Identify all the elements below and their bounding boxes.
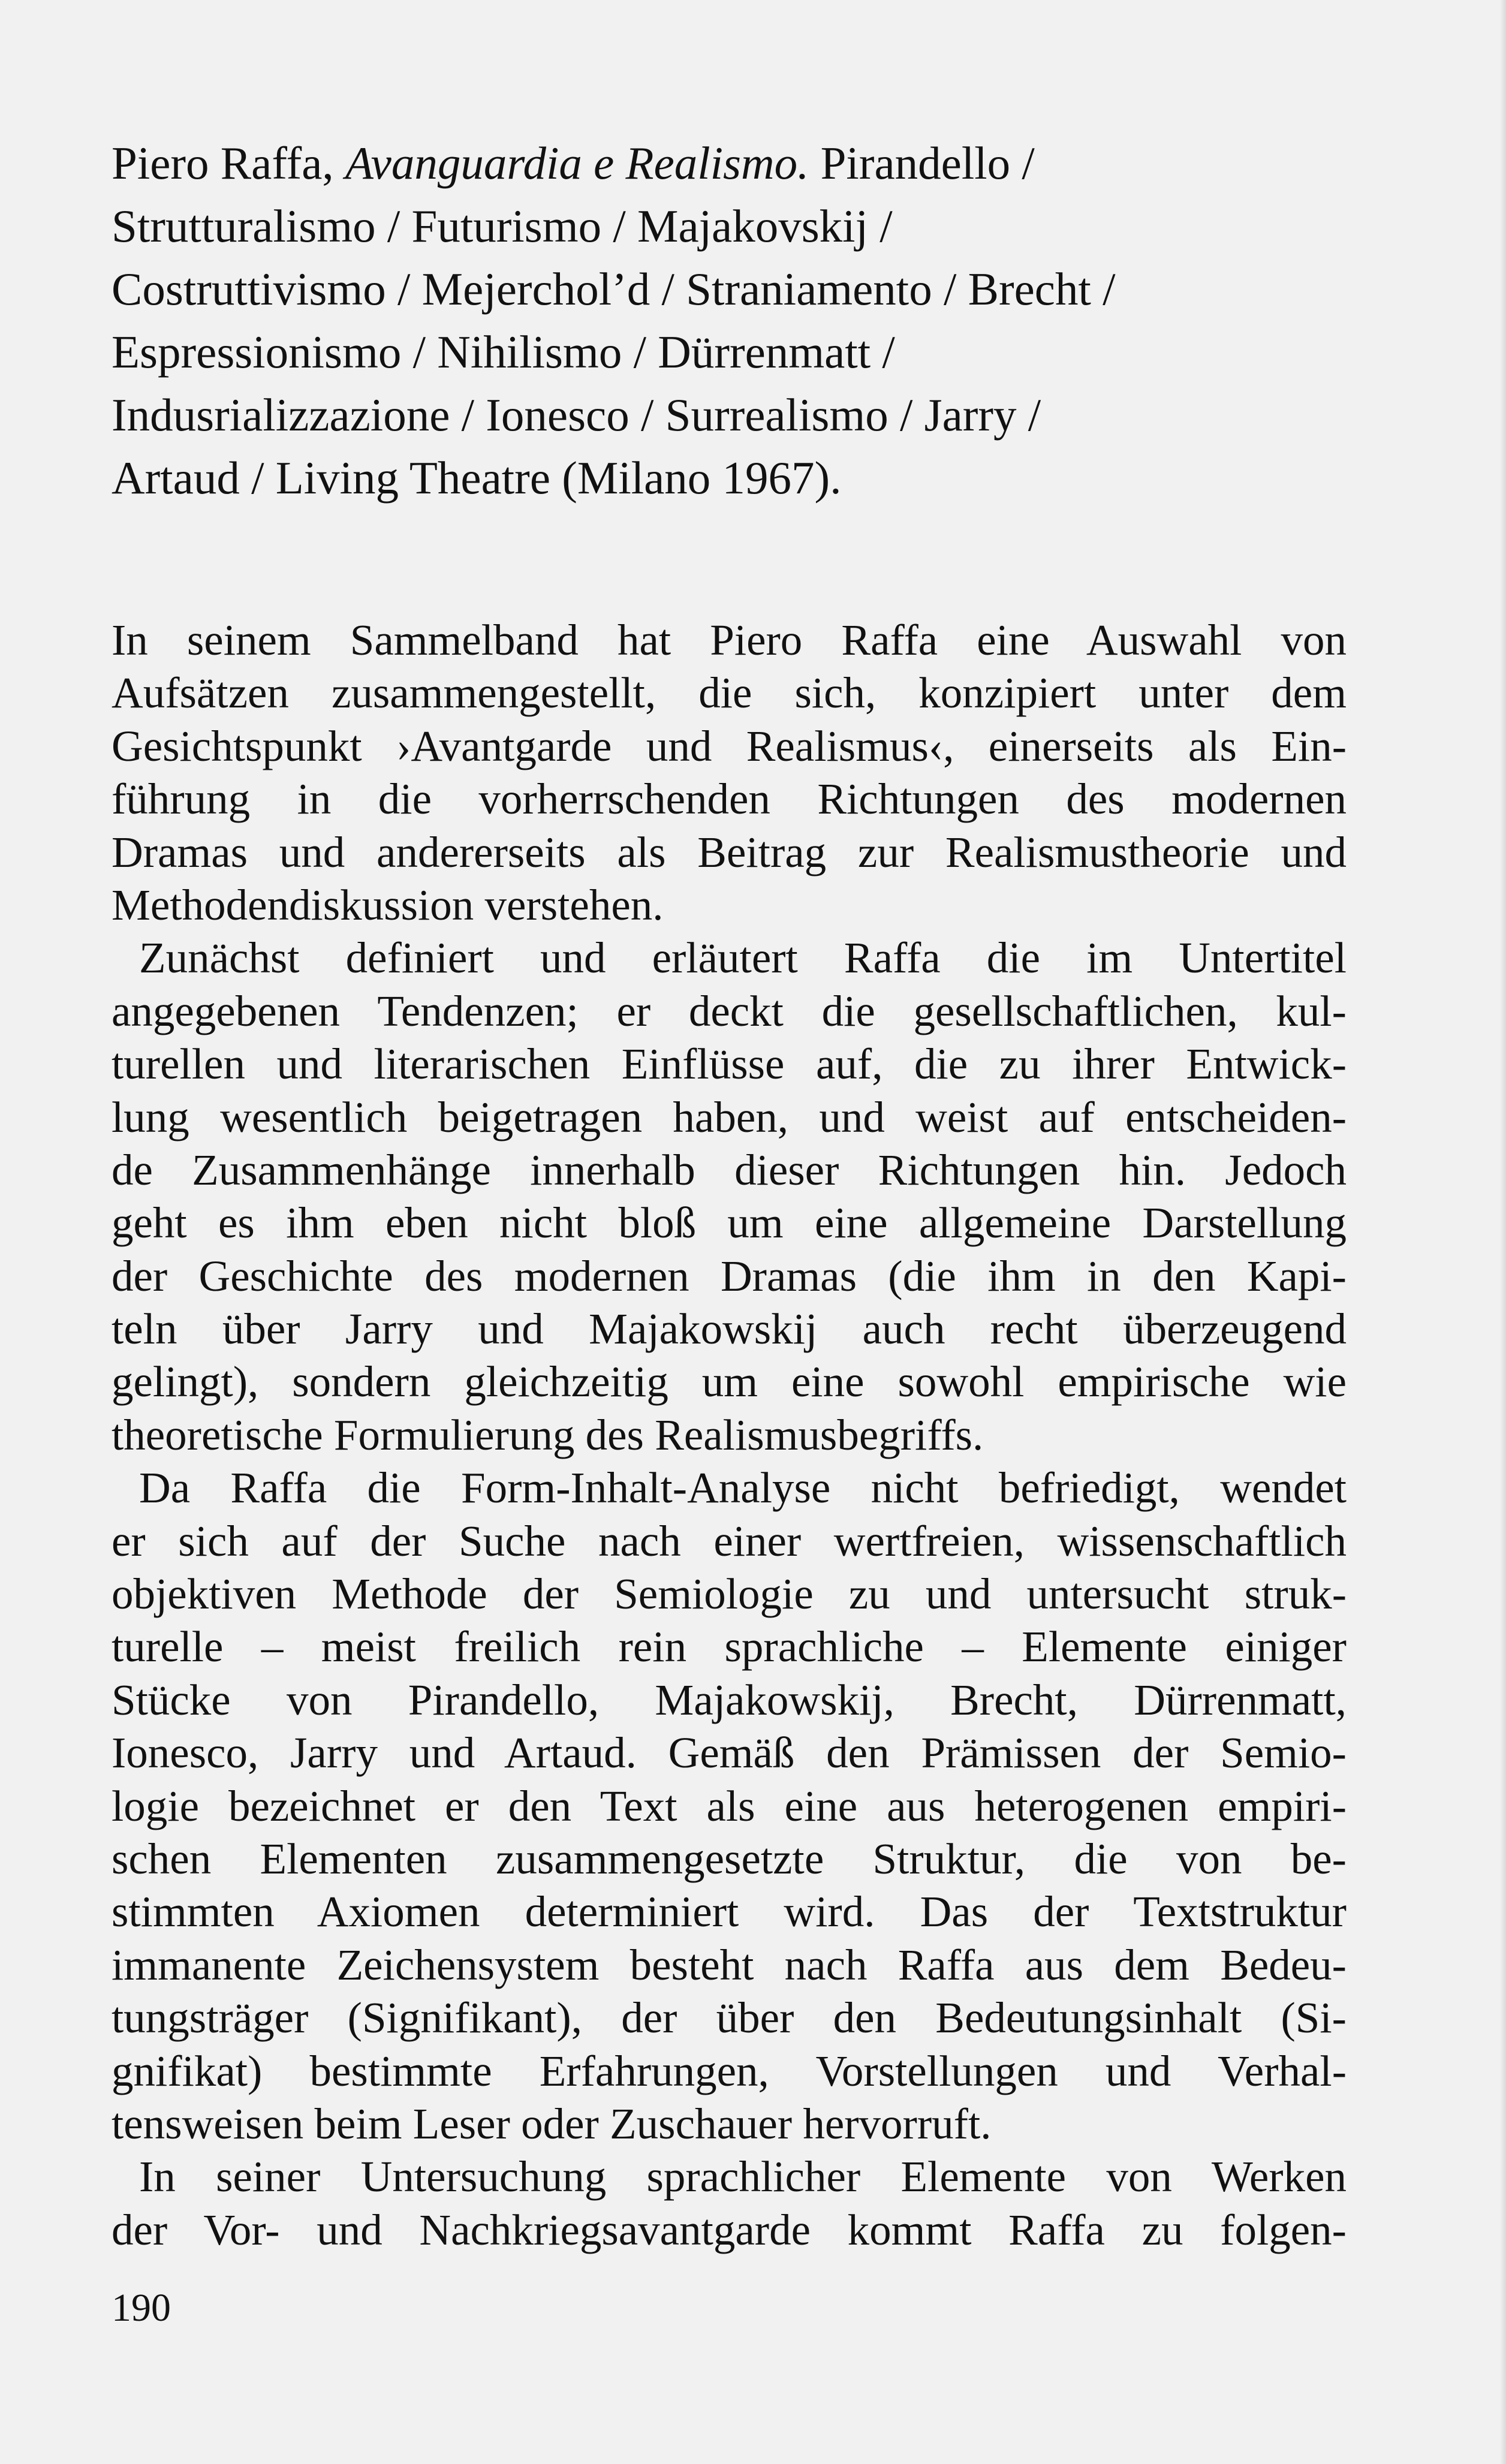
heading-line-4: Espressionismo / Nihilismo / Dürrenmatt / bbox=[112, 326, 895, 378]
text-line: Zunächst definiert und erläutert Raffa die im Untertitel bbox=[139, 933, 1347, 983]
text-line: führung in die vorherrschenden Richtungen des modernen bbox=[112, 775, 1347, 824]
text-line: objektiven Methode der Semiologie zu und untersucht struk- bbox=[112, 1570, 1347, 1619]
text-line: theoretische Formulierung des Realismusbegriffs. bbox=[112, 1410, 984, 1459]
heading-line-6: Artaud / Living Theatre (Milano 1967). bbox=[112, 452, 842, 504]
text-line: gelingt), sondern gleichzeitig um eine sowohl empirische wie bbox=[112, 1357, 1347, 1406]
text-line: teln über Jarry und Majakowskij auch recht überzeugend bbox=[112, 1305, 1347, 1354]
text-line: Gesichtspunkt ›Avantgarde und Realismus‹, einerseits als Ein- bbox=[112, 721, 1347, 770]
paragraph-1 bbox=[112, 614, 1347, 932]
text-line: Methodendiskussion verstehen. bbox=[112, 880, 664, 929]
text-line: geht es ihm eben nicht bloß um eine allgemeine Darstellung bbox=[112, 1198, 1347, 1248]
heading-line-2: Strutturalismo / Futurismo / Majakovskij / bbox=[112, 200, 893, 252]
heading-line-1-rest: Pirandello / bbox=[820, 137, 1035, 189]
text-line: der Geschichte des modernen Dramas (die ihm in den Kapi- bbox=[112, 1251, 1347, 1300]
heading-title: Avanguardia e Realismo. bbox=[345, 137, 809, 189]
text-line: Dramas und andererseits als Beitrag zur Realismustheorie und bbox=[112, 827, 1347, 876]
text-line: lung wesentlich beigetragen haben, und weist auf entscheiden- bbox=[112, 1092, 1347, 1141]
text-line: stimmten Axiomen determiniert wird. Das der Textstruktur bbox=[112, 1887, 1347, 1936]
heading-line-1 bbox=[112, 132, 1359, 195]
text-line: Aufsätzen zusammengestellt, die sich, konzipiert unter dem bbox=[112, 668, 1347, 718]
text-line: schen Elementen zusammengesetzte Struktur, die von be- bbox=[112, 1834, 1347, 1883]
review-body bbox=[112, 614, 1347, 2257]
text-line: gnifikat) bestimmte Erfahrungen, Vorstellungen und Verhal- bbox=[112, 2046, 1347, 2095]
text-line: turelle – meist freilich rein sprachliche – Elemente einiger bbox=[112, 1622, 1347, 1671]
text-line: Da Raffa die Form-Inhalt-Analyse nicht befriedigt, wendet bbox=[139, 1463, 1347, 1513]
text-line: tensweisen beim Leser oder Zuschauer hervorruft. bbox=[112, 2099, 992, 2148]
text-line: de Zusammenhänge innerhalb dieser Richtungen hin. Jedoch bbox=[112, 1145, 1347, 1194]
page-number: 190 bbox=[112, 2286, 171, 2330]
heading-line-5: Indusrializzazione / Ionesco / Surrealismo / Jarry / bbox=[112, 389, 1041, 441]
heading-author: Piero Raffa, bbox=[112, 137, 334, 189]
paragraph-4 bbox=[112, 2150, 1347, 2257]
heading-line-3: Costruttivismo / Mejerchol’d / Straniamento / Brecht / bbox=[112, 263, 1116, 315]
text-line: Stücke von Pirandello, Majakowskij, Brecht, Dürrenmatt, bbox=[112, 1675, 1347, 1724]
text-line: Ionesco, Jarry und Artaud. Gemäß den Prämissen der Semio- bbox=[112, 1728, 1347, 1778]
text-line: tungsträger (Signifikant), der über den Bedeutungsinhalt (Si- bbox=[112, 1993, 1347, 2043]
paragraph-3 bbox=[112, 1462, 1347, 2150]
text-line: immanente Zeichensystem besteht nach Raffa aus dem Bedeu- bbox=[112, 1940, 1347, 1989]
paragraph-2 bbox=[112, 932, 1347, 1462]
bibliographic-heading bbox=[112, 132, 1359, 510]
text-line: er sich auf der Suche nach einer wertfreien, wissenschaftlich bbox=[112, 1516, 1347, 1565]
text-line: turellen und literarischen Einflüsse auf, die zu ihrer Entwick- bbox=[112, 1040, 1347, 1089]
text-line: angegebenen Tendenzen; er deckt die gesellschaftlichen, kul- bbox=[112, 986, 1347, 1035]
page-edge-shadow bbox=[1500, 0, 1506, 2464]
text-line: In seiner Untersuchung sprachlicher Elemente von Werken bbox=[139, 2152, 1347, 2201]
text-line: logie bezeichnet er den Text als eine aus heterogenen empiri- bbox=[112, 1781, 1347, 1830]
text-line: der Vor- und Nachkriegsavantgarde kommt Raffa zu folgen- bbox=[112, 2205, 1347, 2254]
text-line: In seinem Sammelband hat Piero Raffa eine Auswahl von bbox=[112, 616, 1347, 664]
